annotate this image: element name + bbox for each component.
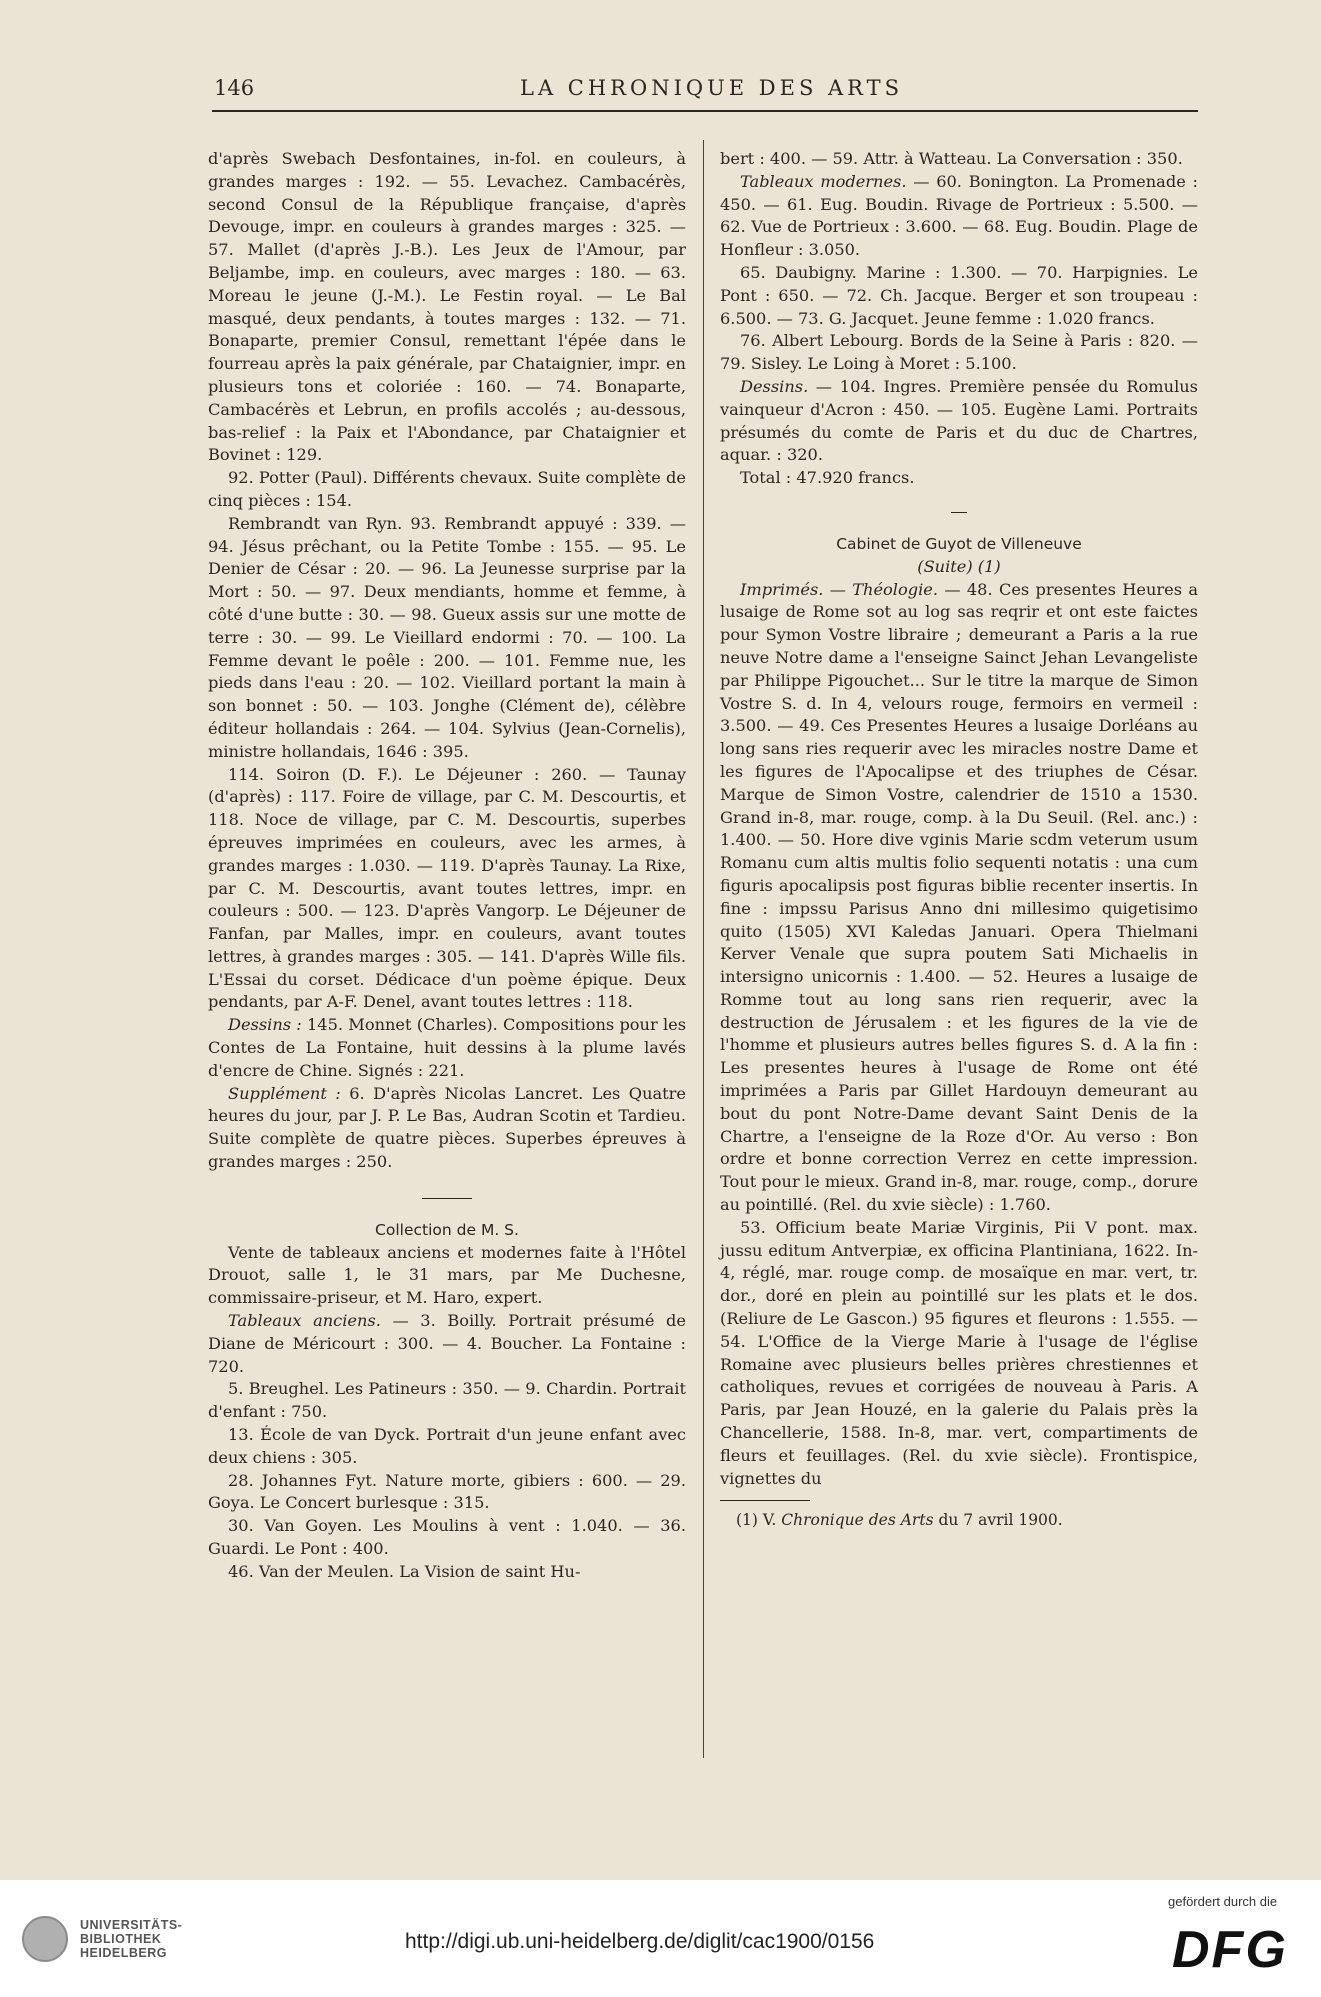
- paragraph: Total : 47.920 francs.: [740, 468, 915, 488]
- institution-name: UNIVERSITÄTS- BIBLIOTHEK HEIDELBERG: [80, 1918, 183, 1960]
- paragraph: [720, 579, 1198, 1217]
- paragraph-label: Supplément :: [228, 1083, 341, 1103]
- section-title: Cabinet de Guyot de Villeneuve: [836, 534, 1082, 553]
- paragraph-label: Imprimés. — Théologie.: [740, 579, 938, 599]
- footnote-title: Chronique des Arts: [781, 1511, 934, 1530]
- paragraph: 114. Soiron (D. F.). Le Déjeuner : 260. — Taunay (d'après) : 117. Foire de village, par C. M. Descourtis, et 118. Noce de village, par C. M. Descourtis, superbes épreuves imprimées en couleurs, avec les armes, à grandes marges : 1.030. — 119. D'après Taunay. La Rixe, par C. M. Descourtis, avant toutes lettres, impr. en couleurs : 500. — 123. D'après Vangorp. Le Déjeuner de Fanfan, par Malles, impr. en couleurs, avant toutes lettres, à grandes marges : 305. — 141. D'après Wille fils. L'Essai du corset. Dédicace d'un poème épique. Deux pendants, par A-F. Denel, avant toutes lettres : 118.: [208, 764, 686, 1012]
- section-separator: [422, 1198, 472, 1199]
- footnote: [720, 1509, 1198, 1532]
- paragraph-text: 145. Monnet (Charles). Compositions pour les Contes de La Fontaine, huit dessins à la plume lavés d'encre de Chine. Signés : 221.: [208, 1015, 687, 1080]
- paragraph: 53. Officium beate Mariæ Virginis, Pii V pont. max. jussu editum Antverpiæ, ex officina Plantiniana, 1622. In-4, réglé, mar. rouge comp. de mosaïque en mar. vert, tr. dor., doré en plein au pointillé sur les plats et le dos. (Reliure de Le Gascon.) 95 figures et fleurons : 1.555. — 54. L'Office de la Vierge Marie à l'usage de l'église Romaine avec plusieurs belles prières chrestiennes et catholiques, revues et corrigées de nouveau à Paris. A Paris, par Jean Houzé, en la galerie du Palais près la Chancellerie, 1588. In-8, mar. vert, compartiments de fleurs et feuillages. (Rel. du xvie siècle). Frontispice, vignettes du: [720, 1217, 1198, 1488]
- paragraph: 28. Johannes Fyt. Nature morte, gibiers : 600. — 29. Goya. Le Concert burlesque : 315.: [208, 1470, 686, 1513]
- paragraph: 5. Breughel. Les Patineurs : 350. — 9. Chardin. Portrait d'enfant : 750.: [208, 1379, 686, 1422]
- section-title: Collection de M. S.: [375, 1220, 519, 1239]
- paragraph-text: — 48. Ces presentes Heures a lusaige de Rome sot au log sas reqrir et ont este faictes pour Symon Vostre libraire ; demeurant a Paris a la rue neuve Notre dame a l'enseigne Sainct Jehan Levangeliste par Philippe Pigouchet... Sur le titre la marque de Simon Vostre S. d. In 4, velours rouge, fermoirs en vermeil : 3.500. — 49. Ces Presentes Heures a lusaige Dorléans au long sans ries requerir avec les miracles nostre Dame et les figures de l'Apocalipse et des triuphes de César. Marque de Simon Vostre, calendrier de 1510 a 1530. Grand in-8, mar. rouge, comp. à la Du Seuil. (Rel. anc.) : 1.400. — 50. Hore dive vginis Marie scdm veterum usum Romanu cum altis multis folio sequenti notatis : una cum figuris apocalipsis post figuras biblie recenter insertis. In fine : impssu Parisus Anno dni millesimo quigetisimo quito (1505) XVI Kaledas Januari. Opera Thielmani Kerver Venale que supra poutem Sati Michaelis in intersigno unicornis : 1.400. — 52. Heures a lusaige de Romme tout au long sans rien requerir, avec la destruction de Jérusalem : et les figures de la vie de l'homme et plusieurs autres belles figures S. d. A la fin : Les presentes heures à l'usage de Rome ont été imprimées a Paris par Gillet Hardouyn demeurant au bout du pont Notre-Dame devant Saint Denis de la Chartre, a l'enseigne de la Roze d'Or. Au verso : Bon ordre et bonne correction Verrez en cette impression. Tout pour le mieux. Grand in-8, mar. rouge, comp., dorure au pointillé. (Rel. du xvie siècle) : 1.760.: [720, 579, 1198, 1215]
- paragraph: [208, 1014, 686, 1082]
- paragraph: Vente de tableaux anciens et modernes faite à l'Hôtel Drouot, salle 1, le 31 mars, par Me Duchesne, commissaire-priseur, et M. Haro, expert.: [208, 1242, 686, 1308]
- section-subtitle: (Suite) (1): [917, 556, 1001, 576]
- paragraph-label: Tableaux modernes.: [740, 171, 907, 191]
- paragraph: 76. Albert Lebourg. Bords de la Seine à Paris : 820. — 79. Sisley. Le Loing à Moret : 5.100.: [720, 331, 1198, 374]
- paragraph: 92. Potter (Paul). Différents chevaux. Suite complète de cinq pièces : 154.: [208, 468, 686, 510]
- footnote-prefix: (1) V.: [736, 1511, 777, 1530]
- funded-by-text: gefördert durch die: [1168, 1894, 1278, 1909]
- paragraph: [720, 171, 1198, 262]
- right-column: [720, 148, 1198, 1532]
- paragraph: 13. École de van Dyck. Portrait d'un jeune enfant avec deux chiens : 305.: [208, 1425, 686, 1467]
- header-rule: [212, 110, 1198, 112]
- paragraph-text: — 60. Bonington. La Promenade : 450. — 61. Eug. Boudin. Rivage de Portrieux : 5.500. — 62. Vue de Portrieux : 3.600. — 68. Eug. Boudin. Plage de Honfleur : 3.050.: [720, 171, 1198, 260]
- paragraph-label: Dessins :: [228, 1015, 302, 1035]
- paragraph-text: — 3. Boilly. Portrait présumé de Diane de Méricourt : 300. — 4. Boucher. La Fontaine : 720.: [208, 1311, 686, 1376]
- dfg-logo: DFG: [1172, 1921, 1288, 1979]
- paragraph: 65. Daubigny. Marine : 1.300. — 70. Harpignies. Le Pont : 650. — 72. Ch. Jacque. Berger et son troupeau : 6.500. — 73. G. Jacquet. Jeune femme : 1.020 francs.: [720, 262, 1198, 328]
- left-column: [208, 148, 686, 1584]
- paragraph-text: 6. D'après Nicolas Lancret. Les Quatre heures du jour, par J. P. Le Bas, Audran Scotin et Tardieu. Suite complète de quatre pièces. Superbes épreuves à grandes marges : 250.: [208, 1083, 686, 1172]
- paragraph: [208, 1310, 686, 1378]
- paragraph: [720, 376, 1198, 467]
- paragraph-label: Tableaux anciens.: [228, 1311, 381, 1331]
- paragraph-text: — 104. Ingres. Première pensée du Romulus vainqueur d'Acron : 450. — 105. Eugène Lami. Portraits présumés du comte de Paris et du duc de Chartres, aquar. : 320.: [720, 376, 1198, 465]
- column-divider: [703, 140, 704, 1758]
- paragraph: bert : 400. — 59. Attr. à Watteau. La Conversation : 350.: [720, 149, 1183, 168]
- library-footer: [0, 1880, 1321, 1997]
- footnote-rule: [720, 1500, 810, 1501]
- university-seal-icon: [22, 1916, 68, 1962]
- paragraph: 30. Van Goyen. Les Moulins à vent : 1.040. — 36. Guardi. Le Pont : 400.: [208, 1516, 686, 1559]
- page-number: 146: [214, 76, 255, 100]
- source-url[interactable]: http://digi.ub.uni-heidelberg.de/diglit/cac1900/0156: [405, 1930, 875, 1953]
- paragraph: [208, 1083, 686, 1174]
- paragraph: d'après Swebach Desfontaines, in-fol. en couleurs, à grandes marges : 192. — 55. Levachez. Cambacérès, second Consul de la République française, d'après Devouge, impr. en couleurs à grandes marges : 325. — 57. Mallet (d'après J.-B.). Les Jeux de l'Amour, par Beljambe, imp. en couleurs, avec marges : 180. — 63. Moreau le jeune (J.-M.). Le Festin royal. — Le Bal masqué, deux pendants, à toutes marges : 132. — 71. Bonaparte, premier Consul, remettant l'épée dans le fourreau après la paix générale, par Chataignier, impr. en plusieurs tons et coloriée : 160. — 74. Bonaparte, Cambacérès et Lebrun, en profils accolés ; au-dessous, bas-relief : la Paix et l'Abondance, par Chataignier et Bovinet : 129.: [208, 149, 686, 465]
- paragraph-label: Dessins.: [740, 376, 809, 396]
- section-separator: [951, 512, 967, 513]
- footnote-suffix: du 7 avril 1900.: [938, 1511, 1063, 1530]
- paragraph: Rembrandt van Ryn. 93. Rembrandt appuyé : 339. — 94. Jésus prêchant, ou la Petite Tombe : 155. — 95. Le Denier de César : 20. — 96. La Jeunesse surprise par la Mort : 50. — 97. Deux mendiants, homme et femme, à côté d'une butte : 30. — 98. Gueux assis sur une motte de terre : 30. — 99. Le Vieillard endormi : 70. — 100. La Femme devant le poêle : 200. — 101. Femme nue, les pieds dans l'eau : 20. — 102. Vieillard portant la main à son bonnet : 50. — 103. Jonghe (Clément de), célèbre éditeur hollandais : 264. — 104. Sylvius (Jean-Cornelis), ministre hollandais, 1646 : 395.: [208, 513, 686, 761]
- paragraph: 46. Van der Meulen. La Vision de saint Hu-: [228, 1561, 581, 1581]
- journal-title: LA CHRONIQUE DES ARTS: [520, 76, 904, 100]
